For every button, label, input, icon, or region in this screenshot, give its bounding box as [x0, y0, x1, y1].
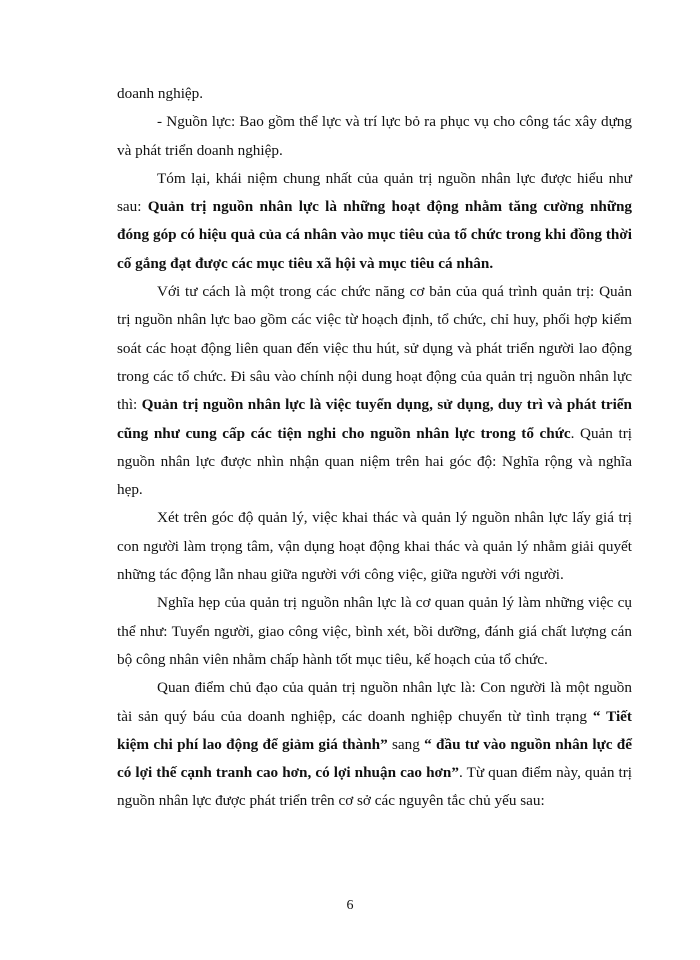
paragraph-7 [117, 674, 632, 815]
paragraph-4-text-end: . Quản trị nguồn nhân lực được nhìn nhận quan niệm trên hai góc độ: Nghĩa rộng và nghĩa hẹp. [117, 424, 632, 499]
page-number: 6 [346, 898, 354, 913]
paragraph-4-definition-bold: Quản trị nguồn nhân lực là việc tuyển dụng, sử dụng, duy trì và phát triển cũng như cung cấp các tiện nghi cho nguồn nhân lực trong tổ chức [117, 396, 632, 442]
paragraph-1 [117, 80, 632, 108]
paragraph-5 [117, 504, 632, 589]
paragraph-7-text-end: . Từ quan điểm này, quản trị nguồn nhân lực được phát triển trên cơ sở các nguyên tắc chủ yếu sau: [117, 764, 632, 810]
paragraph-2-text: - Nguồn lực: Bao gồm thể lực và trí lực bỏ ra phục vụ cho công tác xây dựng và phát triển doanh nghiệp. [117, 113, 632, 159]
paragraph-3 [117, 165, 632, 278]
paragraph-5-text: Xét trên góc độ quản lý, việc khai thác và quản lý nguồn nhân lực lấy giá trị con người làm trọng tâm, vận dụng hoạt động khai thác và quản lý nhằm giải quyết những tác động lẫn nhau giữa người với công việc, giữa người với người. [117, 509, 632, 584]
paragraph-7-text-mid: sang [387, 735, 425, 753]
paragraph-3-text: Tóm lại, khái niệm chung nhất của quản trị nguồn nhân lực được hiểu như sau: [117, 169, 632, 216]
paragraph-7-text: Quan điểm chủ đạo của quản trị nguồn nhân lực là: Con người là một nguồn tài sản quý báu của doanh nghiệp, các doanh nghiệp chuyển từ tình trạng [117, 679, 632, 725]
paragraph-6 [117, 589, 632, 674]
paragraph-7-quote-1-bold: “ Tiết kiệm chi phí lao động để giảm giá thành” [117, 707, 632, 753]
paragraph-4 [117, 278, 632, 504]
paragraph-6-text: Nghĩa hẹp của quản trị nguồn nhân lực là cơ quan quản lý làm những việc cụ thể như: Tuyển người, giao công việc, bình xét, bồi dưỡng, đánh giá chất lượng cán bộ công nhân viên nhằm chấp hành tốt mục tiêu, kế hoạch của tổ chức. [117, 594, 632, 668]
paragraph-4-text: Với tư cách là một trong các chức năng cơ bản của quá trình quản trị: Quản trị nguồn nhân lực bao gồm các việc từ hoạch định, tổ chức, chỉ huy, phối hợp kiểm soát các hoạt động liên quan đến việc thu hút, sử dụng và phát triển người lao động trong các tổ chức. Đi sâu vào chính nội dung hoạt động của quản trị nguồn nhân lực thì: [117, 283, 632, 414]
paragraph-1-text: doanh nghiệp. [117, 85, 204, 102]
paragraph-7-quote-2-bold: “ đầu tư vào nguồn nhân lực để có lợi thế cạnh tranh cao hơn, có lợi nhuận cao hơn” [117, 735, 632, 782]
document-body [117, 80, 632, 816]
paragraph-2 [117, 108, 632, 165]
paragraph-3-definition-bold: Quản trị nguồn nhân lực là những hoạt động nhằm tăng cường những đóng góp có hiệu quả của cá nhân vào mục tiêu của tổ chức trong khi đồng thời cố gắng đạt được các mục tiêu xã hội và mục tiêu cá nhân. [117, 198, 632, 272]
